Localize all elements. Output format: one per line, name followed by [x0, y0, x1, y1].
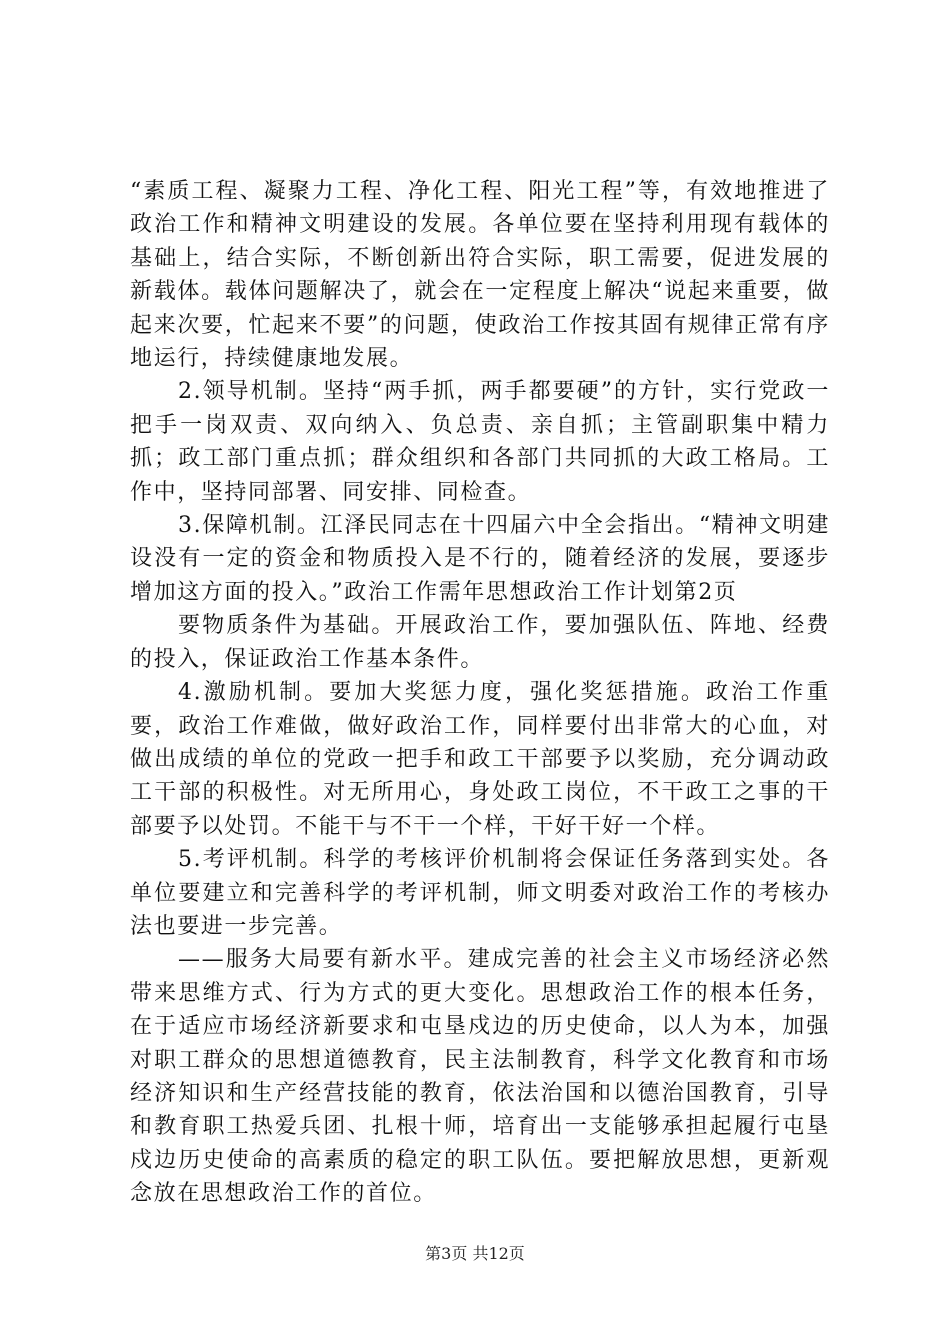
paragraph-carrier-continuation: “素质工程、凝聚力工程、净化工程、阳光工程”等，有效地推进了政治工作和精神文明建设的发展。各单位要在坚持利用现有载体的基础上，结合实际，不断创新出符合实际，职工需要，促进发展的新载体。载体问题解决了，就会在一定程度上解决“说起来重要，做起来次要，忙起来不要”的问题，使政治工作按其固有规律正常有序地运行，持续健康地发展。 — [130, 179, 830, 372]
paragraph-incentive-mechanism: 4.激励机制。要加大奖惩力度，强化奖惩措施。政治工作重要，政治工作难做，做好政治工作，同样要付出非常大的心血，对做出成绩的单位的党政一把手和政工干部要予以奖励，充分调动政工干部的积极性。对无所用心，身处政工岗位，不干政工之事的干部要予以处罚。不能干与不干一个样，干好干好一个样。 — [130, 680, 830, 839]
paragraph-material-conditions: 要物质条件为基础。开展政治工作，要加强队伍、阵地、经费的投入，保证政治工作基本条件。 — [130, 613, 830, 672]
paragraph-serve-overall-situation: ——服务大局要有新水平。建成完善的社会主义市场经济必然带来思维方式、行为方式的更大变化。思想政治工作的根本任务，在于适应市场经济新要求和屯垦戍边的历史使命，以人为本，加强对职工群众的思想道德教育，民主法制教育，科学文化教育和市场经济知识和生产经营技能的教育，依法治国和以德治国教育，引导和教育职工热爱兵团、扎根十师，培育出一支能够承担起履行屯垦戍边历史使命的高素质的稳定的职工队伍。要把解放思想，更新观念放在思想政治工作的首位。 — [130, 947, 830, 1207]
page-footer — [0, 1241, 950, 1264]
paragraph-evaluation-mechanism: 5.考评机制。科学的考核评价机制将会保证任务落到实处。各单位要建立和完善科学的考评机制，师文明委对政治工作的考核办法也要进一步完善。 — [130, 847, 830, 939]
page-number-label: 第3页 共12页 — [425, 1244, 525, 1263]
paragraph-guarantee-mechanism: 3.保障机制。江泽民同志在十四届六中全会指出。“精神文明建设没有一定的资金和物质投入是不行的，随着经济的发展，要逐步增加这方面的投入。”政治工作需年思想政治工作计划第2页 — [130, 513, 830, 605]
paragraph-leadership-mechanism: 2.领导机制。坚持“两手抓，两手都要硬”的方针，实行党政一把手一岗双责、双向纳入、负总责、亲自抓；主管副职集中精力抓；政工部门重点抓；群众组织和各部门共同抓的大政工格局。工作中，坚持同部署、同安排、同检查。 — [130, 379, 830, 505]
body-text — [130, 175, 830, 1211]
